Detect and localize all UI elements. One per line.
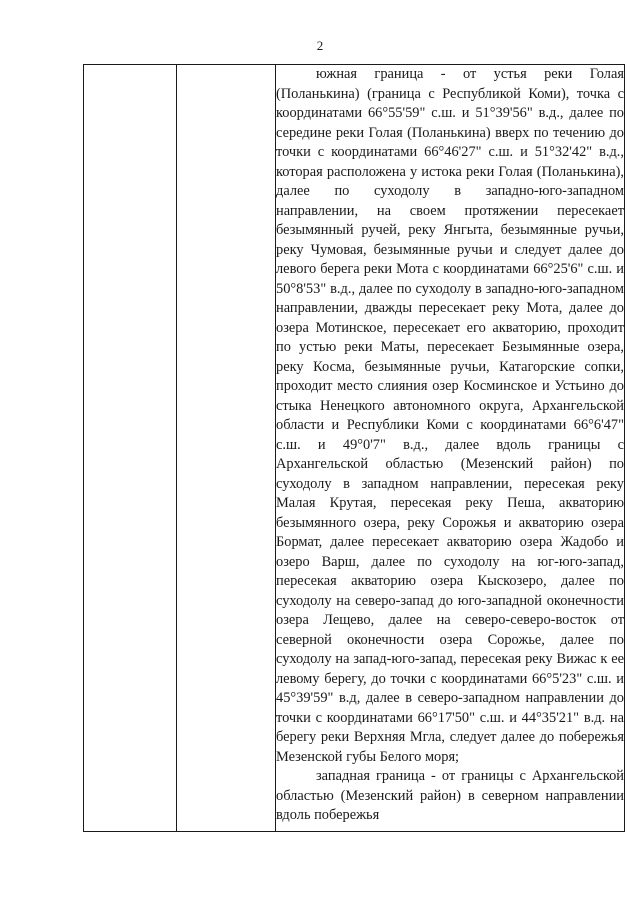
western-boundary-paragraph: западная граница - от границы с Архангельской областью (Мезенский район) в северном направлении вдоль побережья bbox=[276, 768, 624, 823]
table-cell-1 bbox=[84, 65, 177, 832]
southern-boundary-paragraph: южная граница - от устья реки Голая (Поланькина) (граница с Республикой Коми), точка с координатами 66°55'59" с.ш. и 51°39'56" в.д., далее по середине реки Голая (Поланькина) вверх по течению до точки с координатами 66°46'27" с.ш. и 51°32'42" в.д., которая расположена у истока реки Голая (Поланькина), далее по суходолу в западно-юго-западном направлении, на своем протяжении пересекает безымянный ручей, реку Янгыта, безымянные ручьи, реку Чумовая, безымянные ручьи и следует далее до левого берега реки Мота с координатами 66°25'6" с.ш. и 50°8'53" в.д., далее по суходолу в западно-юго-западном направлении, дважды пересекает реку Мота, далее до озера Мотинское, пересекает его акваторию, проходит по устью реки Маты, пересекает Безымянные озера, реку Косма, безымянные ручьи, Катагорские сопки, проходит место слияния озер Косминское и Устьино до стыка Ненецкого автономного округа, Архангельской области и Республики Коми с координатами 66°6'47" с.ш. и 49°0'7" в.д., далее вдоль границы с Архангельской областью (Мезенский район) по суходолу в западном направлении, пересекая реку Малая Крутая, пересекая реку Пеша, акваторию безымянного озера, реку Сорожья и акваторию озера Бормат, далее пересекает акваторию озера Жадобо и озеро Варш, далее по суходолу на юг-юго-запад, пересекая акваторию озера Кыскозеро, далее по суходолу на северо-запад до юго-западной оконечности озера Лещево, далее на северо-северо-восток от северной оконечности озера Сорожье, далее по суходолу на запад-юго-запад, пересекая реку Вижас к ее левому берегу, до точки с координатами 66°5'23" с.ш. и 45°39'59" в.д, далее в северо-западном направлении до точки с координатами 66°17'50" с.ш. и 44°35'21" в.д. на берегу реки Верхняя Мгла, следует далее до побережья Мезенской губы Белого моря; bbox=[276, 66, 624, 765]
page-number: 2 bbox=[316, 38, 324, 53]
boundary-table bbox=[83, 64, 625, 832]
boundary-description-cell bbox=[276, 65, 625, 832]
table-row bbox=[84, 65, 625, 832]
table-cell-2 bbox=[177, 65, 276, 832]
